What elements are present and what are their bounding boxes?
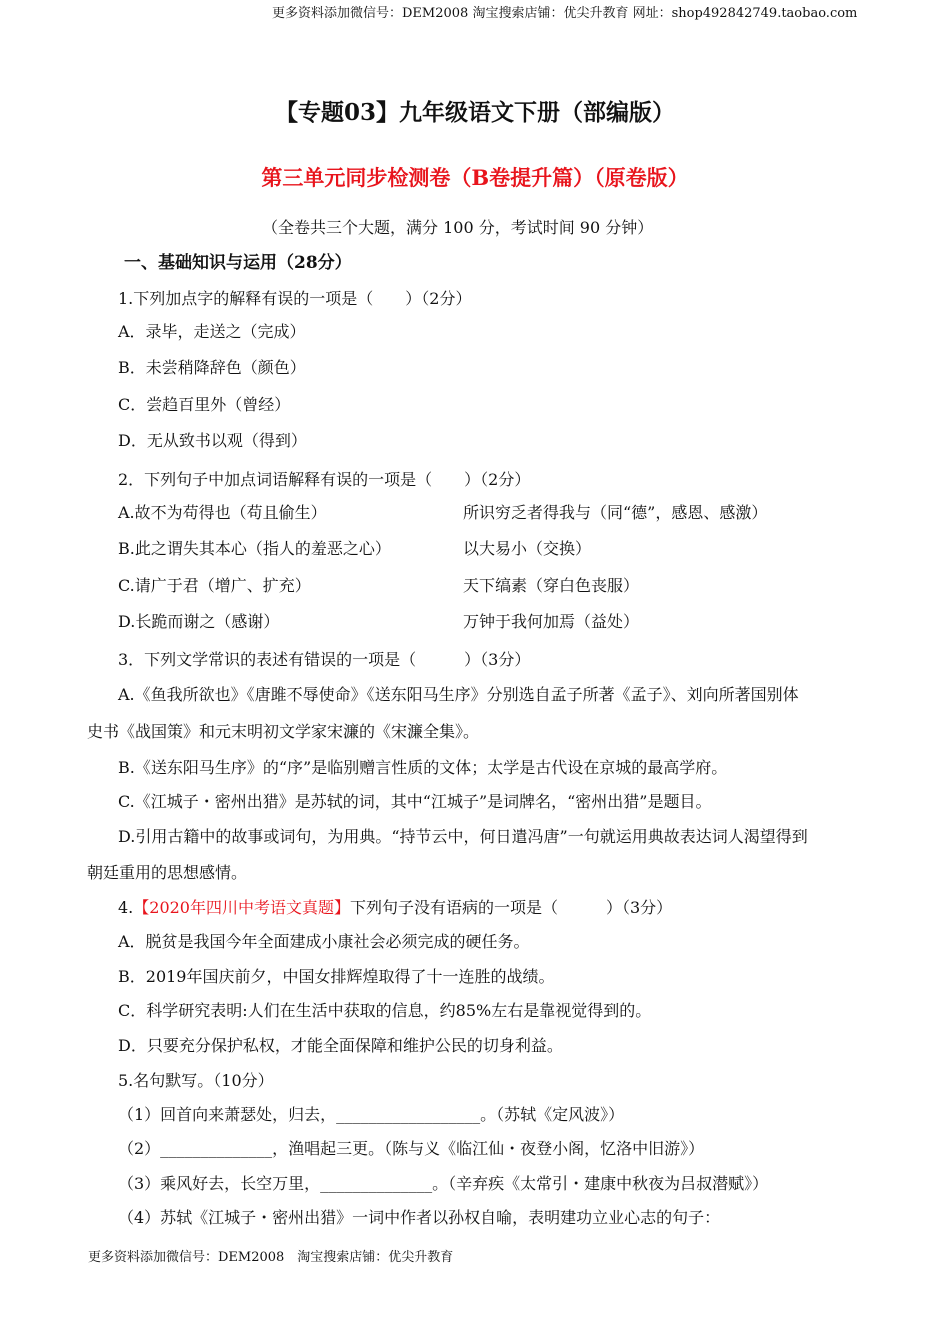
page-subtitle: 第三单元同步检测卷（B卷提升篇）（原卷版） bbox=[261, 165, 689, 190]
question-2-option: 所识穷乏者得我与（同“德”，感恩、感激） bbox=[463, 503, 768, 522]
section-heading: 一、基础知识与运用（28分） bbox=[124, 253, 352, 273]
question-2-option: C.请广于君（增广、扩充） bbox=[118, 576, 311, 595]
question-5-item: （1）回首向来萧瑟处，归去，__________________。（苏轼《定风波》） bbox=[118, 1105, 625, 1124]
question-1-option: C．尝趋百里外（曾经） bbox=[118, 395, 291, 414]
question-text: 下列句子没有语病的一项是（ ）（3分） bbox=[350, 898, 673, 917]
question-2-option: 以大易小（交换） bbox=[463, 539, 592, 558]
question-1-stem: 1.下列加点字的解释有误的一项是（ ）（2分） bbox=[118, 289, 472, 308]
question-2-option: A.故不为苟得也（苟且偷生） bbox=[118, 503, 327, 522]
question-2-stem: 2．下列句子中加点词语解释有误的一项是（ ）（2分） bbox=[118, 470, 531, 489]
question-3-option: 朝廷重用的思想感情。 bbox=[87, 863, 248, 882]
question-3-option: C.《江城子・密州出猎》是苏轼的词，其中“江城子”是词牌名，“密州出猎”是题目。 bbox=[118, 792, 712, 811]
question-5-stem: 5.名句默写。（10分） bbox=[118, 1071, 274, 1090]
question-1-option: B．未尝稍降辞色（颜色） bbox=[118, 358, 306, 377]
question-2-option: 天下缟素（穿白色丧服） bbox=[463, 576, 640, 595]
question-3-stem: 3．下列文学常识的表述有错误的一项是（ ）（3分） bbox=[118, 650, 531, 669]
question-2-option: B.此之谓失其本心（指人的羞恶之心） bbox=[118, 539, 391, 558]
question-5-item: （2）______________，渔唱起三更。（陈与义《临江仙・夜登小阁，忆洛中旧游》） bbox=[118, 1139, 705, 1158]
question-4-option: C．科学研究表明:人们在生活中获取的信息，约85%左右是靠视觉得到的。 bbox=[118, 1001, 652, 1020]
exam-note: （全卷共三个大题，满分 100 分，考试时间 90 分钟） bbox=[262, 218, 654, 237]
question-4-option: B．2019年国庆前夕，中国女排辉煌取得了十一连胜的战绩。 bbox=[118, 967, 555, 986]
question-5-item: （4）苏轼《江城子・密州出猎》一词中作者以孙权自喻，表明建功立业心志的句子： bbox=[118, 1208, 721, 1227]
source-tag: 【2020年四川中考语文真题】 bbox=[133, 898, 350, 917]
question-1-option: D．无从致书以观（得到） bbox=[118, 431, 307, 450]
page-title: 【专题03】九年级语文下册（部编版） bbox=[274, 99, 675, 126]
question-4-option: A．脱贫是我国今年全面建成小康社会必须完成的硬任务。 bbox=[118, 932, 530, 951]
question-4-option: D．只要充分保护私权，才能全面保障和维护公民的切身利益。 bbox=[118, 1036, 563, 1055]
question-2-option: 万钟于我何加焉（益处） bbox=[463, 612, 640, 631]
question-2-option: D.长跪而谢之（感谢） bbox=[118, 612, 280, 631]
footer-note: 更多资料添加微信号：DEM2008 淘宝搜索店铺：优尖升教育 bbox=[88, 1250, 454, 1265]
question-5-item: （3）乘风好去，长空万里，______________。（辛弃疾《太常引・建康中秋夜为吕叔潜赋》） bbox=[118, 1174, 769, 1193]
question-3-option: B.《送东阳马生序》的“序”是临别赠言性质的文体；太学是古代设在京城的最高学府。 bbox=[118, 758, 728, 777]
question-4-stem bbox=[118, 898, 672, 918]
question-3-option: A.《鱼我所欲也》《唐雎不辱使命》《送东阳马生序》分别选自孟子所著《孟子》、刘向所著国别体 bbox=[118, 685, 799, 704]
question-1-option: A．录毕，走送之（完成） bbox=[118, 322, 306, 341]
header-note: 更多资料添加微信号：DEM2008 淘宝搜索店铺：优尖升教育 网址：shop492842749.taobao.com bbox=[272, 6, 858, 21]
question-3-option: 史书《战国策》和元末明初文学家宋濂的《宋濂全集》。 bbox=[87, 722, 480, 741]
question-number: 4. bbox=[118, 898, 134, 917]
question-3-option: D.引用古籍中的故事或词句，为用典。“持节云中，何日遣冯唐”一句就运用典故表达词人渴望得到 bbox=[118, 827, 808, 846]
